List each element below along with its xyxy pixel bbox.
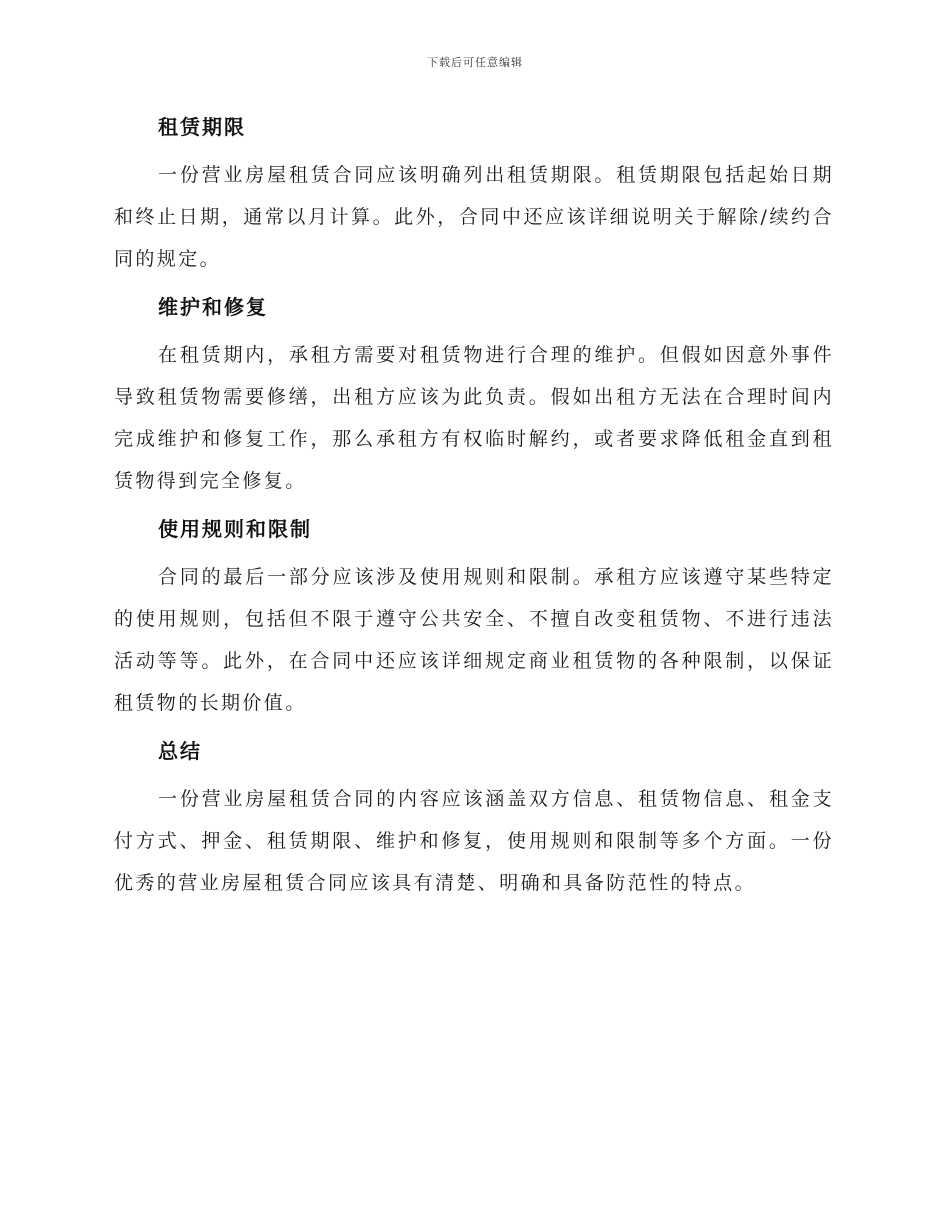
section-paragraph: 一份营业房屋租赁合同应该明确列出租赁期限。租赁期限包括起始日期和终止日期，通常以月计算。此外，合同中还应该详细说明关于解除/续约合同的规定。 [114,164,834,270]
section-paragraph: 合同的最后一部分应该涉及使用规则和限制。承租方应该遵守某些特定的使用规则，包括但不限于遵守公共安全、不擅自改变租赁物、不进行违法活动等等。此外，在合同中还应该详细规定商业租赁物的各种限制，以保证租赁物的长期价值。 [114,566,834,714]
section-heading: 总结 [158,739,202,763]
section-paragraph: 一份营业房屋租赁合同的内容应该涵盖双方信息、租赁物信息、租金支付方式、押金、租赁期限、维护和修复，使用规则和限制等多个方面。一份优秀的营业房屋租赁合同应该具有清楚、明确和具备防范性的特点。 [114,788,834,894]
document-body [114,112,834,916]
section-usage-rules [114,514,834,724]
page-header: 下载后可任意编辑 [427,56,523,69]
section-heading: 维护和修复 [158,295,268,319]
section-paragraph: 在租赁期内，承租方需要对租赁物进行合理的维护。但假如因意外事件导致租赁物需要修缮，出租方应该为此负责。假如出租方无法在合理时间内完成维护和修复工作，那么承租方有权临时解约，或者要求降低租金直到租赁物得到完全修复。 [114,344,834,492]
section-maintenance [114,292,834,502]
section-lease-term [114,112,834,280]
section-heading: 租赁期限 [158,115,246,139]
section-heading: 使用规则和限制 [158,517,312,541]
section-summary [114,736,834,904]
